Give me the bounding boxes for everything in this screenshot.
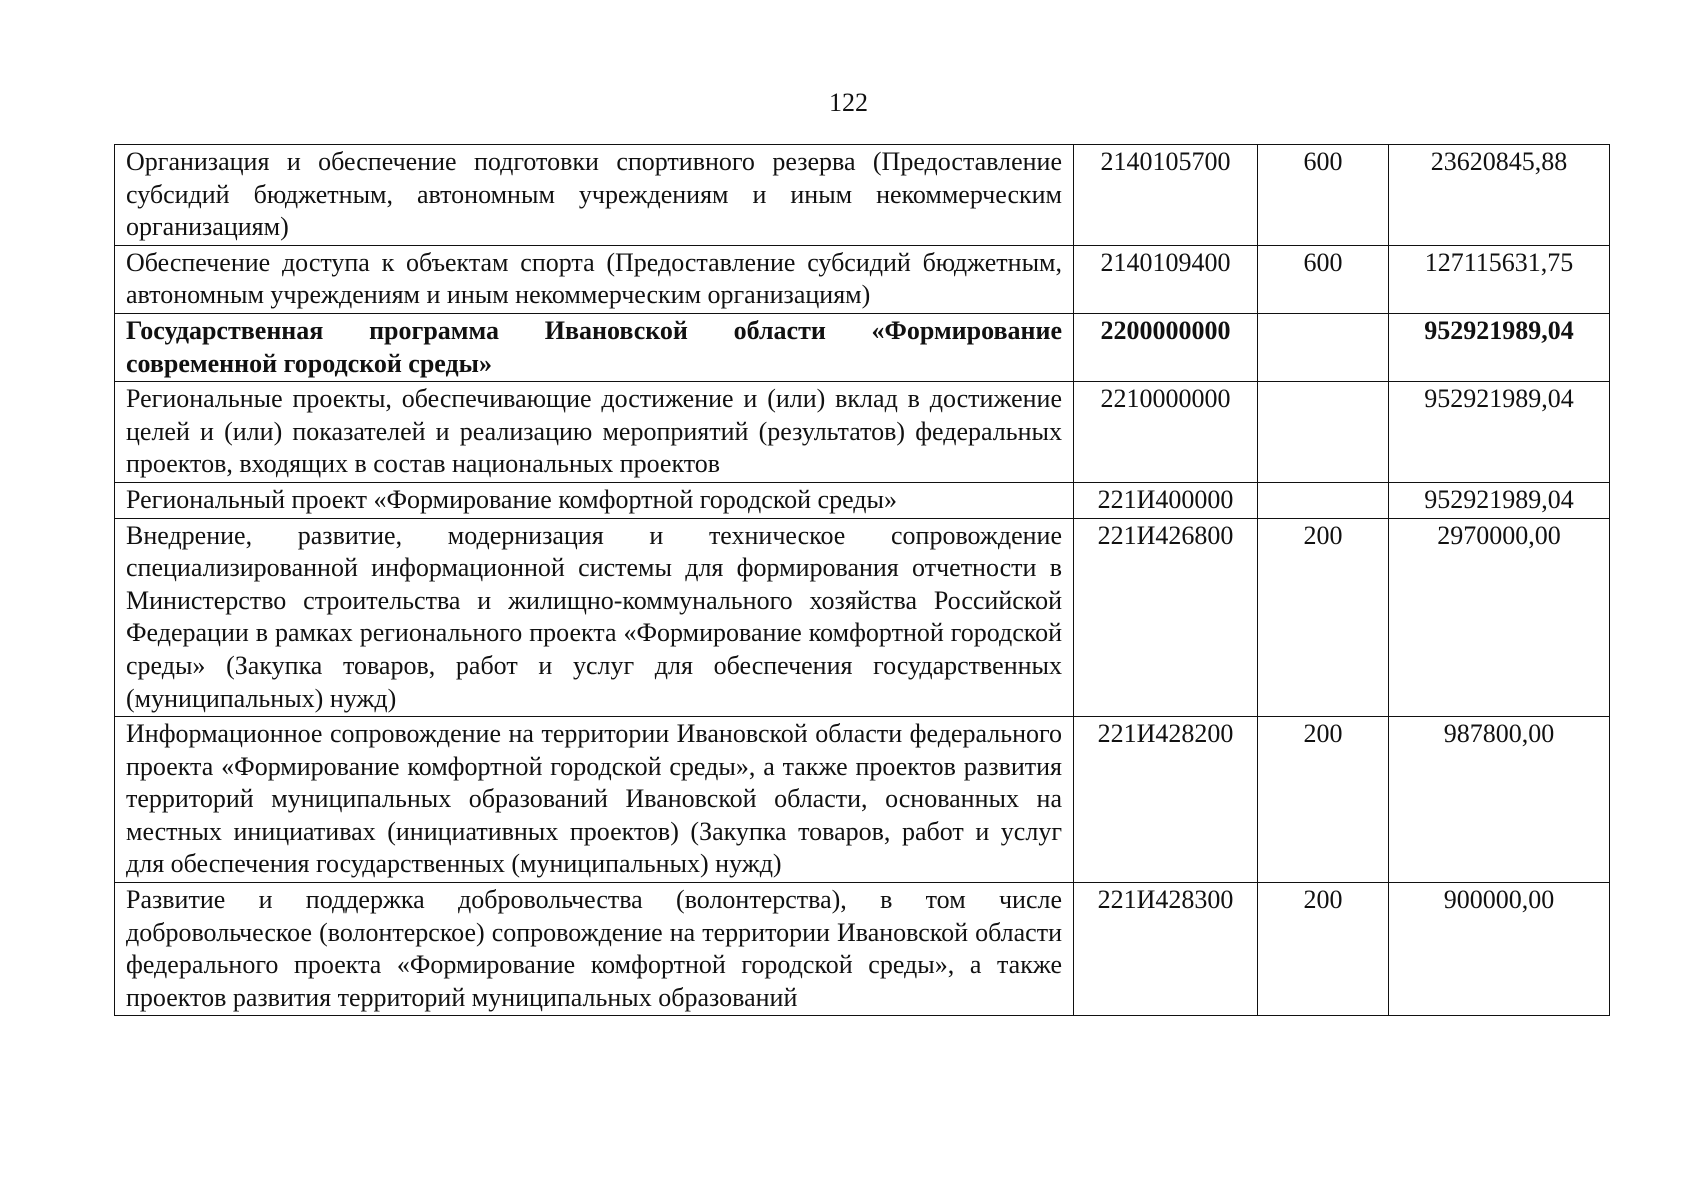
row-amount-cell: 2970000,00 — [1389, 518, 1610, 717]
row-amount-cell: 952921989,04 — [1389, 313, 1610, 381]
row-amount-cell: 900000,00 — [1389, 883, 1610, 1016]
row-code-cell: 2210000000 — [1074, 382, 1258, 483]
row-code-cell: 2140109400 — [1074, 245, 1258, 313]
row-type-cell: 200 — [1258, 883, 1389, 1016]
table-row — [115, 245, 1610, 313]
row-name-cell: Внедрение, развитие, модернизация и техническое сопровождение специализированной информационной системы для формирования отчетности в Министерство строительства и жилищно-коммунального хозяйства Российской Федерации в рамках регионального проекта «Формирование комфортной городской среды» (Закупка товаров, работ и услуг для обеспечения государственных (муниципальных) нужд) — [115, 518, 1074, 717]
row-type-cell: 200 — [1258, 518, 1389, 717]
row-type-cell — [1258, 382, 1389, 483]
row-code-cell: 221И400000 — [1074, 482, 1258, 518]
row-type-cell: 600 — [1258, 145, 1389, 246]
table-row — [115, 382, 1610, 483]
row-type-cell — [1258, 313, 1389, 381]
row-code-cell: 2200000000 — [1074, 313, 1258, 381]
row-code-cell: 221И428300 — [1074, 883, 1258, 1016]
table-row — [115, 482, 1610, 518]
row-code-cell: 2140105700 — [1074, 145, 1258, 246]
row-code-cell: 221И426800 — [1074, 518, 1258, 717]
row-amount-cell: 23620845,88 — [1389, 145, 1610, 246]
row-type-cell: 200 — [1258, 717, 1389, 883]
row-amount-cell: 952921989,04 — [1389, 482, 1610, 518]
row-name-cell: Обеспечение доступа к объектам спорта (Предоставление субсидий бюджетным, автономным учреждениям и иным некоммерческим организациям) — [115, 245, 1074, 313]
budget-table — [114, 144, 1610, 1016]
row-code-cell: 221И428200 — [1074, 717, 1258, 883]
row-amount-cell: 987800,00 — [1389, 717, 1610, 883]
table-row — [115, 883, 1610, 1016]
table-row — [115, 717, 1610, 883]
page-number: 122 — [829, 88, 868, 117]
budget-table-body — [115, 145, 1610, 1016]
row-name-cell: Организация и обеспечение подготовки спортивного резерва (Предоставление субсидий бюджетным, автономным учреждениям и иным некоммерческим организациям) — [115, 145, 1074, 246]
row-name-cell: Развитие и поддержка добровольчества (волонтерства), в том числе добровольческое (волонтерское) сопровождение на территории Ивановской области федерального проекта «Формирование комфортной городской среды», а также проектов развития территорий муниципальных образований — [115, 883, 1074, 1016]
row-type-cell: 600 — [1258, 245, 1389, 313]
table-row — [115, 518, 1610, 717]
row-name-cell: Региональный проект «Формирование комфортной городской среды» — [115, 482, 1074, 518]
table-row — [115, 313, 1610, 381]
row-name-cell: Региональные проекты, обеспечивающие достижение и (или) вклад в достижение целей и (или) показателей и реализацию мероприятий (результатов) федеральных проектов, входящих в состав национальных проектов — [115, 382, 1074, 483]
row-amount-cell: 127115631,75 — [1389, 245, 1610, 313]
row-name-cell: Информационное сопровождение на территории Ивановской области федерального проекта «Формирование комфортной городской среды», а также проектов развития территорий муниципальных образований Ивановской области, основанных на местных инициативах (инициативных проектов) (Закупка товаров, работ и услуг для обеспечения государственных (муниципальных) нужд) — [115, 717, 1074, 883]
row-name-cell: Государственная программа Ивановской области «Формирование современной городской среды» — [115, 313, 1074, 381]
row-type-cell — [1258, 482, 1389, 518]
row-amount-cell: 952921989,04 — [1389, 382, 1610, 483]
table-row — [115, 145, 1610, 246]
